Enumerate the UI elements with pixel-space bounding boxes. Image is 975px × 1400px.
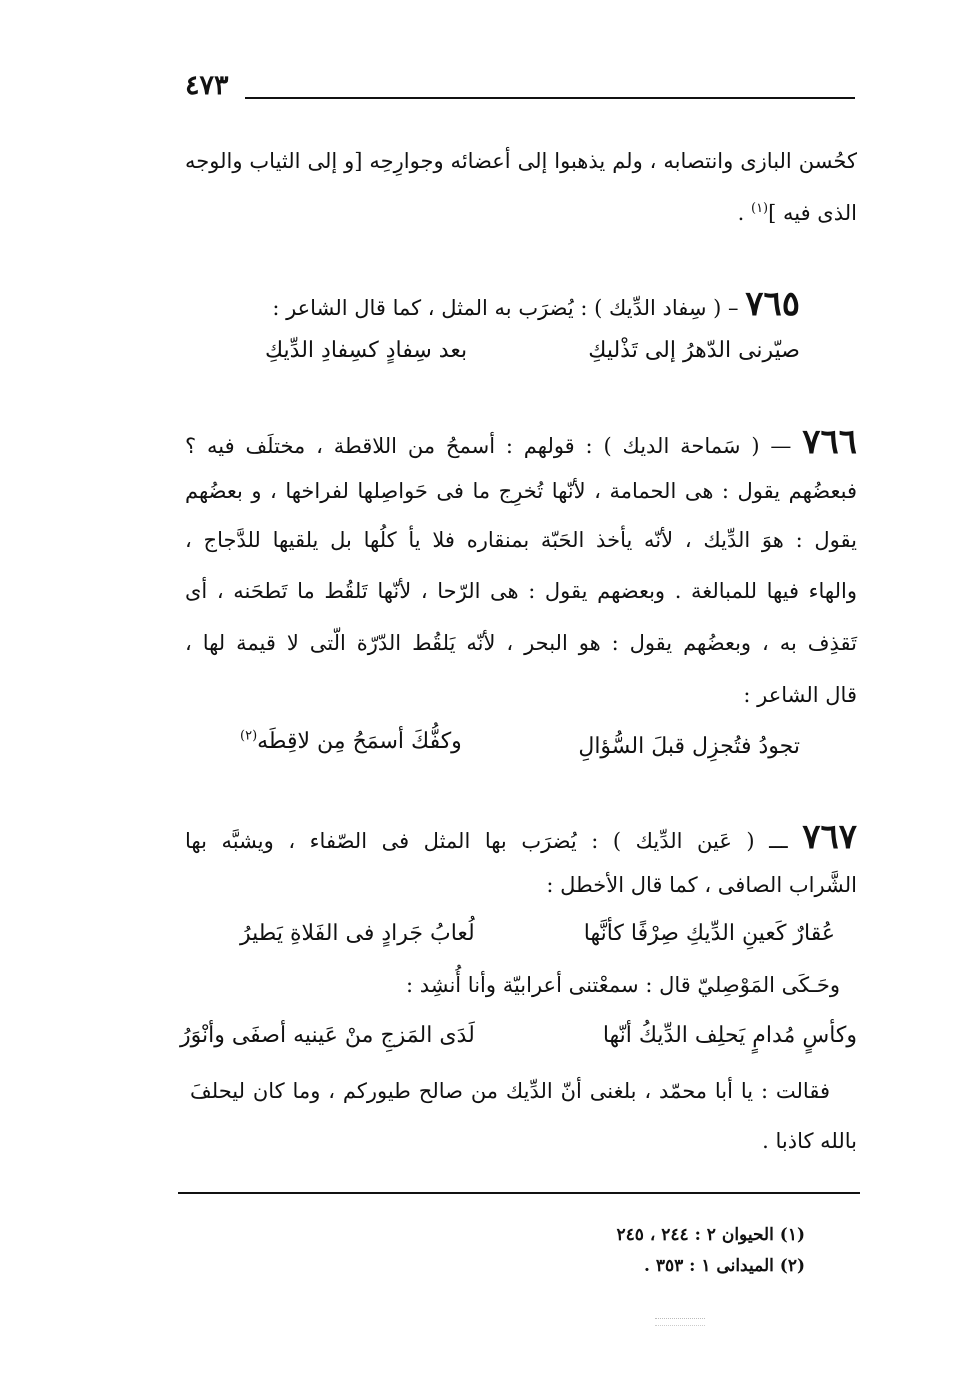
entry-766-line-6: قال الشاعر : bbox=[743, 683, 857, 707]
entry-765-number: ٧٦٥ bbox=[745, 284, 800, 324]
entry-766-verse-left bbox=[240, 728, 462, 757]
entry-767-verse2-right: وكأسٍ مُدامٍ يَحلِف الدِّيكُ أنّها bbox=[602, 1023, 857, 1048]
entry-767-heading bbox=[185, 815, 857, 859]
entry-767-line-5: بالله كاذبا . bbox=[762, 1129, 857, 1153]
entry-766-number: ٧٦٦ bbox=[802, 422, 857, 462]
entry-767-text: ـــ ( عَين الدِّيك ) : يُضرَب بها المثل فى الصّفاء ، ويشبَّه بها bbox=[185, 829, 803, 853]
page-number: ٤٧٣ bbox=[185, 70, 229, 101]
intro-line-1: كحُسن البازى وانتصابه ، ولم يذهبوا إلى أعضائه وجوارِحِه [و إلى الثياب والوجه bbox=[185, 149, 857, 173]
entry-767-verse1-right: عُقارٌ كَعينِ الدِّيكِ صِرْفًا كأنَّها bbox=[583, 921, 835, 946]
entry-766-line-2: فبعضُهم يقول : هى الحمامة ، لأنّها تُخرِج ما فى حَواصِلها لفراخها ، و بعضُهم bbox=[185, 479, 857, 503]
intro-line-2 bbox=[738, 200, 857, 227]
intro-line-2-text: الذى فيه ] bbox=[768, 201, 857, 225]
footnote-rule bbox=[178, 1192, 860, 1194]
entry-766-heading bbox=[185, 420, 857, 464]
entry-766-text: — ( سَماحة الديك ) : قولهم : أسمحُ من اللاقطة ، مختلَف فيه ؟ bbox=[185, 434, 803, 458]
entry-767-verse2-left: لَدَى المَزجِ منْ عَينيه أصفَى وأنْوَرُ bbox=[180, 1023, 475, 1048]
entry-766-verse-left-text: وكفُّكَ أسمَحُ مِن لاقِطَه bbox=[257, 729, 462, 754]
entry-767-line-3: وحَـكَى المَوْصِليّ قال : سمعْتنى أعرابيّة وأنا أُنشِد : bbox=[405, 973, 840, 997]
entry-766-line-5: تَقذِف به ، وبعضُهم يقول : هو البحر ، لأنّه يَلقُط الدّرّة الّتى لا قيمة لها ، bbox=[185, 631, 857, 655]
entry-765-verse-right: صيّرنى الدّهرُ إلى تَذْليكِ bbox=[588, 338, 800, 363]
entry-767-line-2: الشَّراب الصافى ، كما قال الأخطل : bbox=[546, 873, 857, 897]
entry-767-number: ٧٦٧ bbox=[802, 817, 857, 857]
footnote-1: (١) الحيوان ٢ : ٢٤٤ ، ٢٤٥ bbox=[616, 1225, 805, 1245]
entry-766-verse-right: تجودُ فتُجزِل قبلَ السُّؤالِ bbox=[578, 734, 800, 759]
entry-767-verse1-left: لُعابُ جَرادٍ فى الفَلاةِ يَطيرُ bbox=[240, 921, 475, 946]
header-rule bbox=[245, 97, 855, 99]
entry-765-heading bbox=[272, 282, 800, 326]
entry-765-text: – ( سِفاد الدِّيك ) : يُضرَب به المثل ، كما قال الشاعر : bbox=[272, 296, 746, 320]
intro-line-2-end: . bbox=[737, 201, 751, 225]
footnote-ref-2: (٢) bbox=[240, 728, 258, 744]
footnote-2: (٢) الميدانى ١ : ٣٥٣ . bbox=[644, 1256, 805, 1276]
entry-766-line-4: والهاء فيها للمبالغة . وبعضهم يقول : هى الرّحا ، لأنّها تَلقُط ما تَطحَنه ، أى bbox=[185, 579, 857, 603]
entry-767-line-4: فقالت : يا أبا محمّد ، بلغنى أنّ الدِّيك من صالح طيوركم ، وما كان ليحلفَ bbox=[190, 1079, 830, 1103]
entry-766-line-3: يقول : هوَ الدِّيك ، لأنّه يأخذ الحَبّة بمنقاره فلا يأ كلُها بل يلقيها للدَّجاج ، bbox=[185, 528, 857, 552]
footnote-ref-1: (١) bbox=[750, 201, 769, 216]
entry-765-verse-left: بعد سِفادٍ كسِفادِ الدِّيكِ bbox=[265, 338, 468, 363]
scan-artifact-mark bbox=[655, 1318, 705, 1326]
